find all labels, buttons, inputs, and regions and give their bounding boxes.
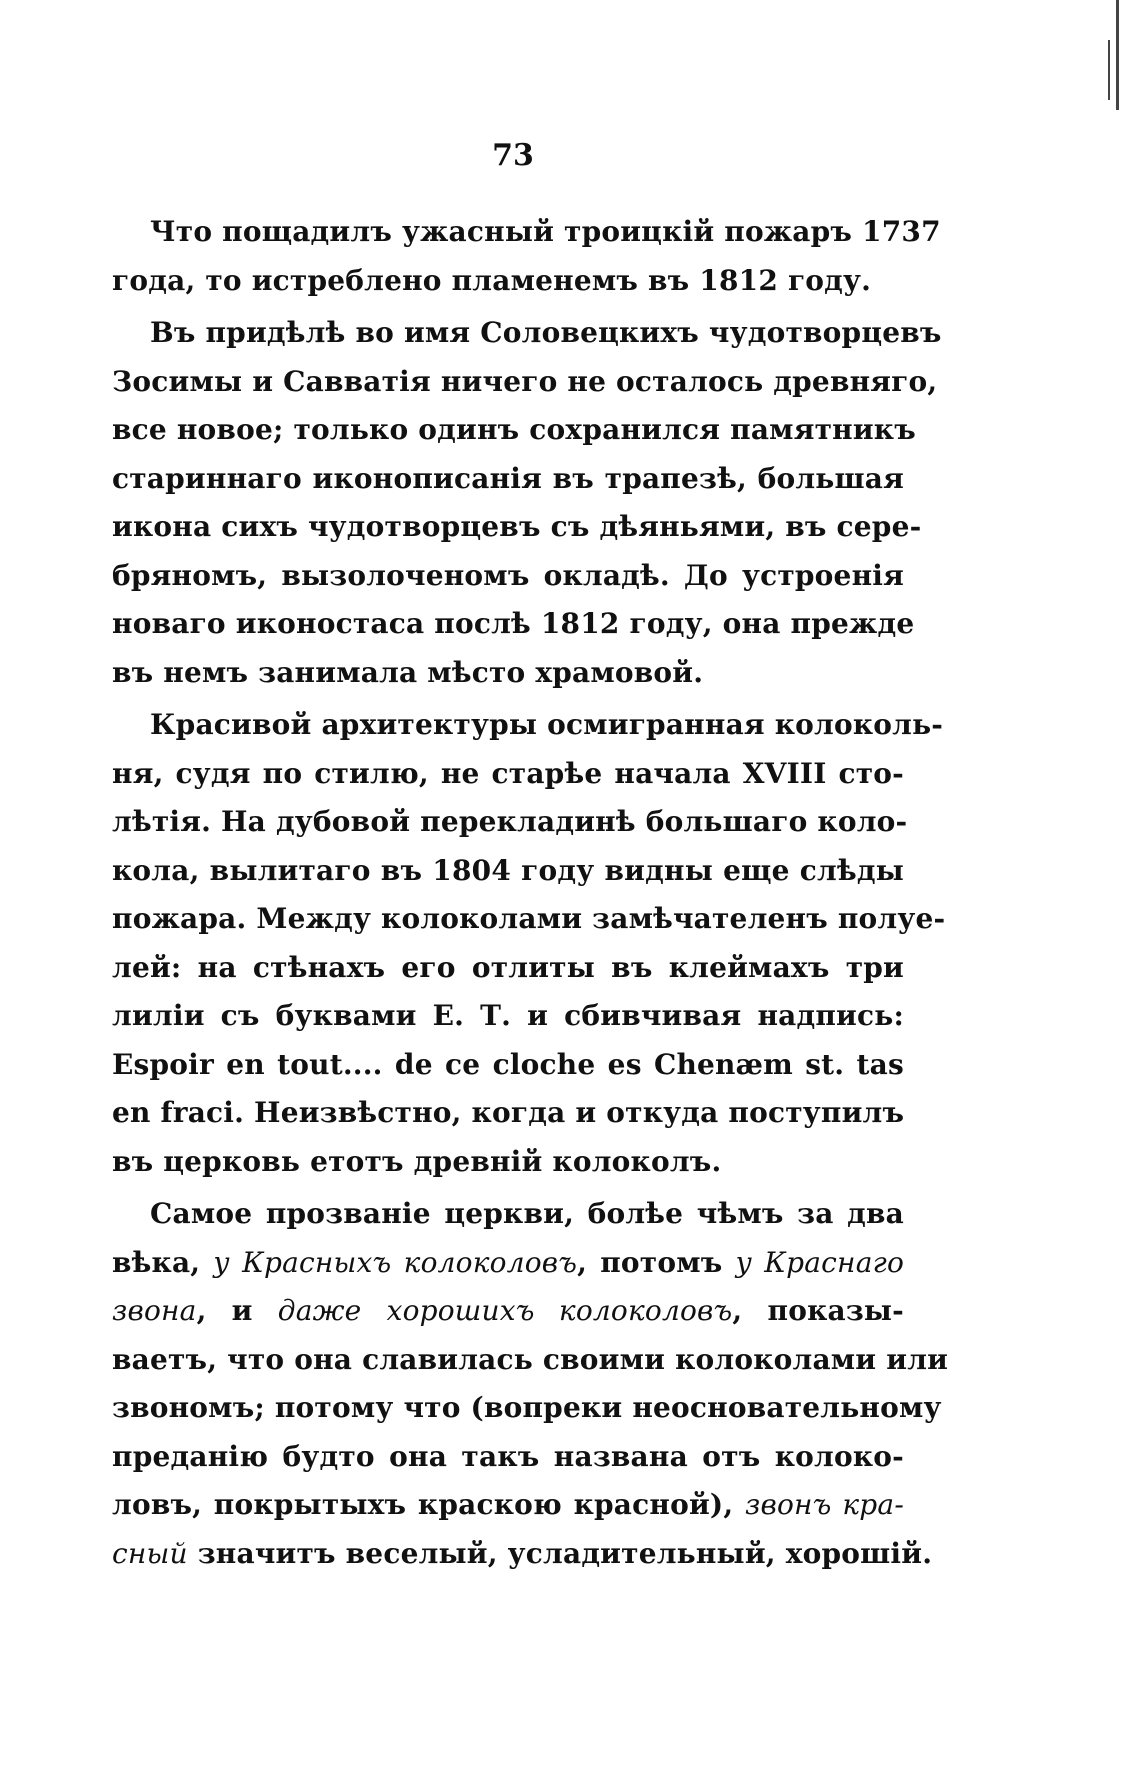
text-line — [112, 649, 904, 698]
text-segment: Самое прозваніе церкви, болѣе чѣмъ за два — [150, 1197, 904, 1230]
text-segment: значитъ веселый, усладительный, хорошій. — [187, 1536, 933, 1570]
text-line — [112, 750, 904, 799]
text-line — [112, 358, 938, 407]
text-segment: новаго иконостаса послѣ 1812 году, она прежде — [112, 607, 915, 640]
italic-segment: хорошихъ колоколовъ — [386, 1294, 733, 1327]
text-line — [112, 1530, 933, 1579]
text-segment: звономъ; потому что (вопреки неосновательному — [112, 1391, 942, 1424]
text-segment: , потомъ — [577, 1245, 736, 1279]
italic-segment: сный — [112, 1536, 188, 1570]
text-line — [112, 208, 941, 257]
body-text — [112, 208, 949, 1578]
text-line — [112, 1138, 904, 1187]
text-line — [112, 1433, 904, 1482]
text-line — [112, 406, 916, 455]
text-segment: ловъ, покрытыхъ краскою красной), — [112, 1488, 746, 1521]
text-segment: Зосимы и Савватія ничего не осталось древняго, — [112, 364, 938, 398]
text-line — [112, 309, 942, 358]
text-segment: Что пощадилъ ужасный троицкій пожаръ 1737 — [150, 215, 941, 248]
text-line — [112, 798, 908, 847]
text-line — [112, 1336, 949, 1385]
paragraph — [112, 309, 942, 697]
text-segment: въ немъ занимала мѣсто храмовой. — [112, 655, 704, 689]
text-line — [112, 847, 904, 896]
text-segment: ня, судя по стилю, не старѣе начала XVIII сто- — [112, 756, 904, 790]
text-segment: Въ придѣлѣ во имя Соловецкихъ чудотворцевъ — [150, 316, 942, 349]
text-line — [112, 992, 904, 1041]
text-line — [112, 701, 944, 750]
text-segment: пожара. Между колоколами замѣчателенъ полуе- — [112, 902, 946, 935]
text-segment: все новое; только одинъ сохранился памятникъ — [112, 413, 916, 446]
text-line — [112, 503, 922, 552]
text-segment: стариннаго иконописанія въ трапезѣ, большая — [112, 461, 904, 495]
text-segment: лѣтія. На дубовой перекладинѣ большаго коло- — [112, 805, 908, 838]
text-segment: вѣка, — [112, 1245, 214, 1279]
text-line — [112, 895, 946, 944]
text-segment: икона сихъ чудотворцевъ съ дѣяньями, въ сере- — [112, 510, 922, 543]
scan-edge-mark — [1116, 0, 1119, 110]
paragraph — [112, 1190, 949, 1578]
text-line — [112, 1190, 904, 1239]
text-segment: , и — [196, 1294, 278, 1327]
text-line — [112, 455, 904, 504]
text-line — [112, 1287, 904, 1336]
text-line — [112, 1481, 904, 1530]
text-segment: лей: на стѣнахъ его отлиты въ клеймахъ три — [112, 950, 904, 984]
text-line — [112, 1089, 904, 1138]
paragraph — [112, 208, 941, 305]
text-segment: Красивой архитектуры осмигранная колоколь- — [150, 708, 944, 741]
text-segment: ваетъ, что она славилась своими колоколами или — [112, 1342, 949, 1376]
text-segment: лиліи съ буквами Е. Т. и сбивчивая надпись: — [112, 999, 904, 1032]
italic-segment: звонъ кра- — [745, 1488, 904, 1521]
text-segment: года, то истреблено пламенемъ въ 1812 году. — [112, 263, 872, 297]
italic-segment: у Краснаго — [735, 1245, 904, 1279]
text-line — [112, 600, 915, 649]
text-segment: en fraci. Неизвѣстно, когда и откуда поступилъ — [112, 1096, 905, 1129]
paragraph — [112, 701, 946, 1186]
text-line — [112, 1239, 904, 1288]
italic-segment: у Красныхъ колоколовъ — [213, 1245, 578, 1279]
page-number: 73 — [492, 138, 534, 173]
text-segment: въ церковь етотъ древній колоколъ. — [112, 1144, 722, 1178]
text-segment: преданію будто она такъ названа отъ колоко- — [112, 1439, 904, 1473]
italic-segment: звона — [112, 1294, 197, 1327]
text-segment: бряномъ, вызолоченомъ окладѣ. До устроенія — [112, 558, 904, 592]
text-segment: Espoir en tout.... de ce cloche es Chenæm st. tas — [112, 1047, 904, 1081]
text-line — [112, 552, 904, 601]
text-segment: кола, вылитаго въ 1804 году видны еще слѣды — [112, 853, 904, 887]
text-line — [112, 257, 904, 306]
text-segment: , показы- — [732, 1294, 904, 1327]
text-line — [112, 1384, 942, 1433]
text-line — [112, 1041, 904, 1090]
text-segment — [361, 1294, 386, 1327]
text-line — [112, 944, 904, 993]
italic-segment: даже — [277, 1294, 362, 1327]
scan-edge-mark-lower — [1108, 40, 1110, 100]
